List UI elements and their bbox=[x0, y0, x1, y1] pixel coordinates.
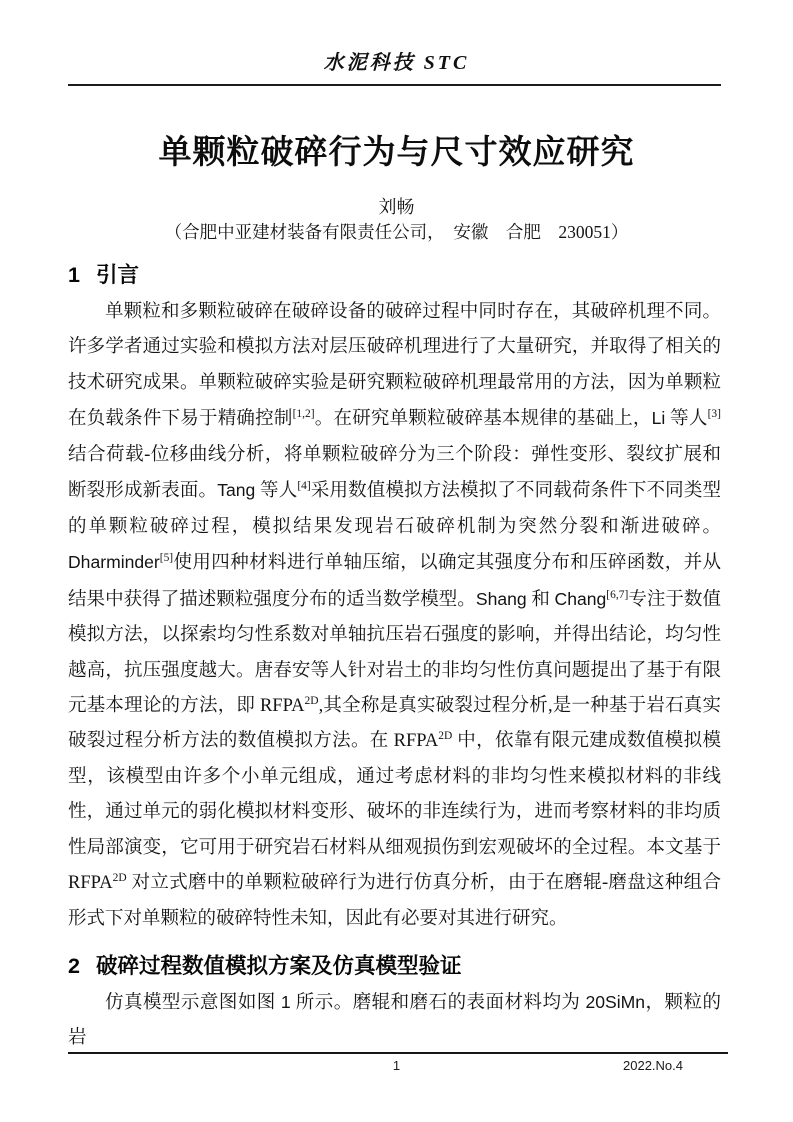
latin-text: Dharminder bbox=[68, 552, 160, 573]
section-2-paragraph bbox=[68, 985, 721, 1057]
latin-text: 1 bbox=[280, 992, 291, 1012]
section-1-title: 引言 bbox=[95, 263, 139, 287]
section-1-heading bbox=[68, 258, 139, 289]
citation-superscript: 2D bbox=[112, 872, 127, 885]
body-text: 专注于数值模拟方法，以探索均匀性系数对单轴抗压岩石强度的影响，并得出结论，均匀性越高，抗压强度越大。唐春安等人针对岩土的非均匀性仿真问题提出了基于有限元基本理论的方法，即 RFPA bbox=[68, 589, 721, 716]
body-text: 和 bbox=[526, 589, 555, 610]
body-text: 。在研究单颗粒破碎基本规律的基础上， bbox=[314, 409, 652, 430]
author-name: 刘畅 bbox=[378, 197, 415, 217]
section-2-title: 破碎过程数值模拟方案及仿真模型验证 bbox=[95, 954, 462, 978]
citation-superscript: [4] bbox=[297, 480, 311, 493]
section-2-heading bbox=[68, 949, 461, 980]
body-text: 等人 bbox=[665, 409, 708, 430]
page-title: 单颗粒破碎行为与尺寸效应研究 bbox=[158, 133, 635, 170]
body-text: 结合荷载-位移曲线分析，将单颗粒破碎分为三个阶段：弹性变形、裂纹扩展和断裂形成新表面。 bbox=[68, 444, 721, 502]
citation-superscript: 2D bbox=[438, 730, 453, 743]
body-text: 所示。磨辊和磨石的表面材料均为 bbox=[290, 993, 586, 1013]
issue-label: 2022.No.4 bbox=[623, 1058, 683, 1073]
citation-superscript: 2D bbox=[304, 694, 319, 707]
body-text: 采用数值模拟方法模拟了不同载荷条件下不同类型的单颗粒破碎过程，模拟结果发现岩石破碎机制为突然分裂和渐进破碎。 bbox=[68, 481, 721, 537]
intro-paragraph bbox=[68, 295, 721, 937]
body-text: 等人 bbox=[255, 481, 298, 502]
latin-text: Shang bbox=[475, 588, 527, 609]
citation-superscript: [6,7] bbox=[606, 588, 629, 601]
latin-text: Tang bbox=[217, 480, 256, 501]
author-affiliation: （合肥中亚建材装备有限责任公司， 安徽 合肥 230051） bbox=[164, 222, 629, 242]
body-text: 使用四种材料进行单轴压缩，以确定其强度分布和压碎函数，并从结果中获得了描述颗粒强度分布的适当数学模型。 bbox=[68, 553, 721, 610]
latin-text: Li bbox=[651, 408, 666, 429]
body-text: ,其全称是真实破裂过程分析,是一种基于岩石真实破裂过程分析方法的数值模拟方法。在 RFPA bbox=[68, 695, 721, 752]
body-text: 中，依靠有限元建成数值模拟模型，该模型由许多个小单元组成，通过考虑材料的非均匀性来模拟材料的非线性，通过单元的弱化模拟材料变形、破坏的非连续行为，进而考察材料的非均质性局部演变，它可用于研究岩石材料从细观损伤到宏观破坏的全过程。本文基于 RFPA bbox=[68, 731, 721, 894]
body-text: ，颗粒的岩 bbox=[68, 993, 721, 1049]
section-1-number: 1 bbox=[68, 263, 80, 287]
body-text: 对立式磨中的单颗粒破碎行为进行仿真分析，由于在磨辊-磨盘这种组合形式下对单颗粒的破碎特性未知，因此有必要对其进行研究。 bbox=[68, 873, 721, 929]
citation-superscript: [1,2] bbox=[292, 408, 315, 421]
citation-superscript: [5] bbox=[159, 552, 174, 565]
footer-divider bbox=[68, 1052, 728, 1054]
latin-text: Chang bbox=[554, 588, 607, 609]
journal-name: 水泥科技 STC bbox=[323, 52, 470, 74]
header-divider bbox=[68, 84, 721, 86]
body-text: 单颗粒和多颗粒破碎在破碎设备的破碎过程中同时存在，其破碎机理不同。许多学者通过实验和模拟方法对层压破碎机理进行了大量研究，并取得了相关的技术研究成果。单颗粒破碎实验是研究颗粒破碎机理最常用的方法，因为单颗粒在负载条件下易于精确控制 bbox=[68, 302, 721, 430]
body-text: 仿真模型示意图如图 bbox=[105, 993, 281, 1013]
latin-text: 20SiMn bbox=[585, 992, 646, 1012]
citation-superscript: [3] bbox=[707, 408, 721, 421]
page-number: 1 bbox=[392, 1058, 401, 1073]
section-2-number: 2 bbox=[68, 954, 80, 978]
